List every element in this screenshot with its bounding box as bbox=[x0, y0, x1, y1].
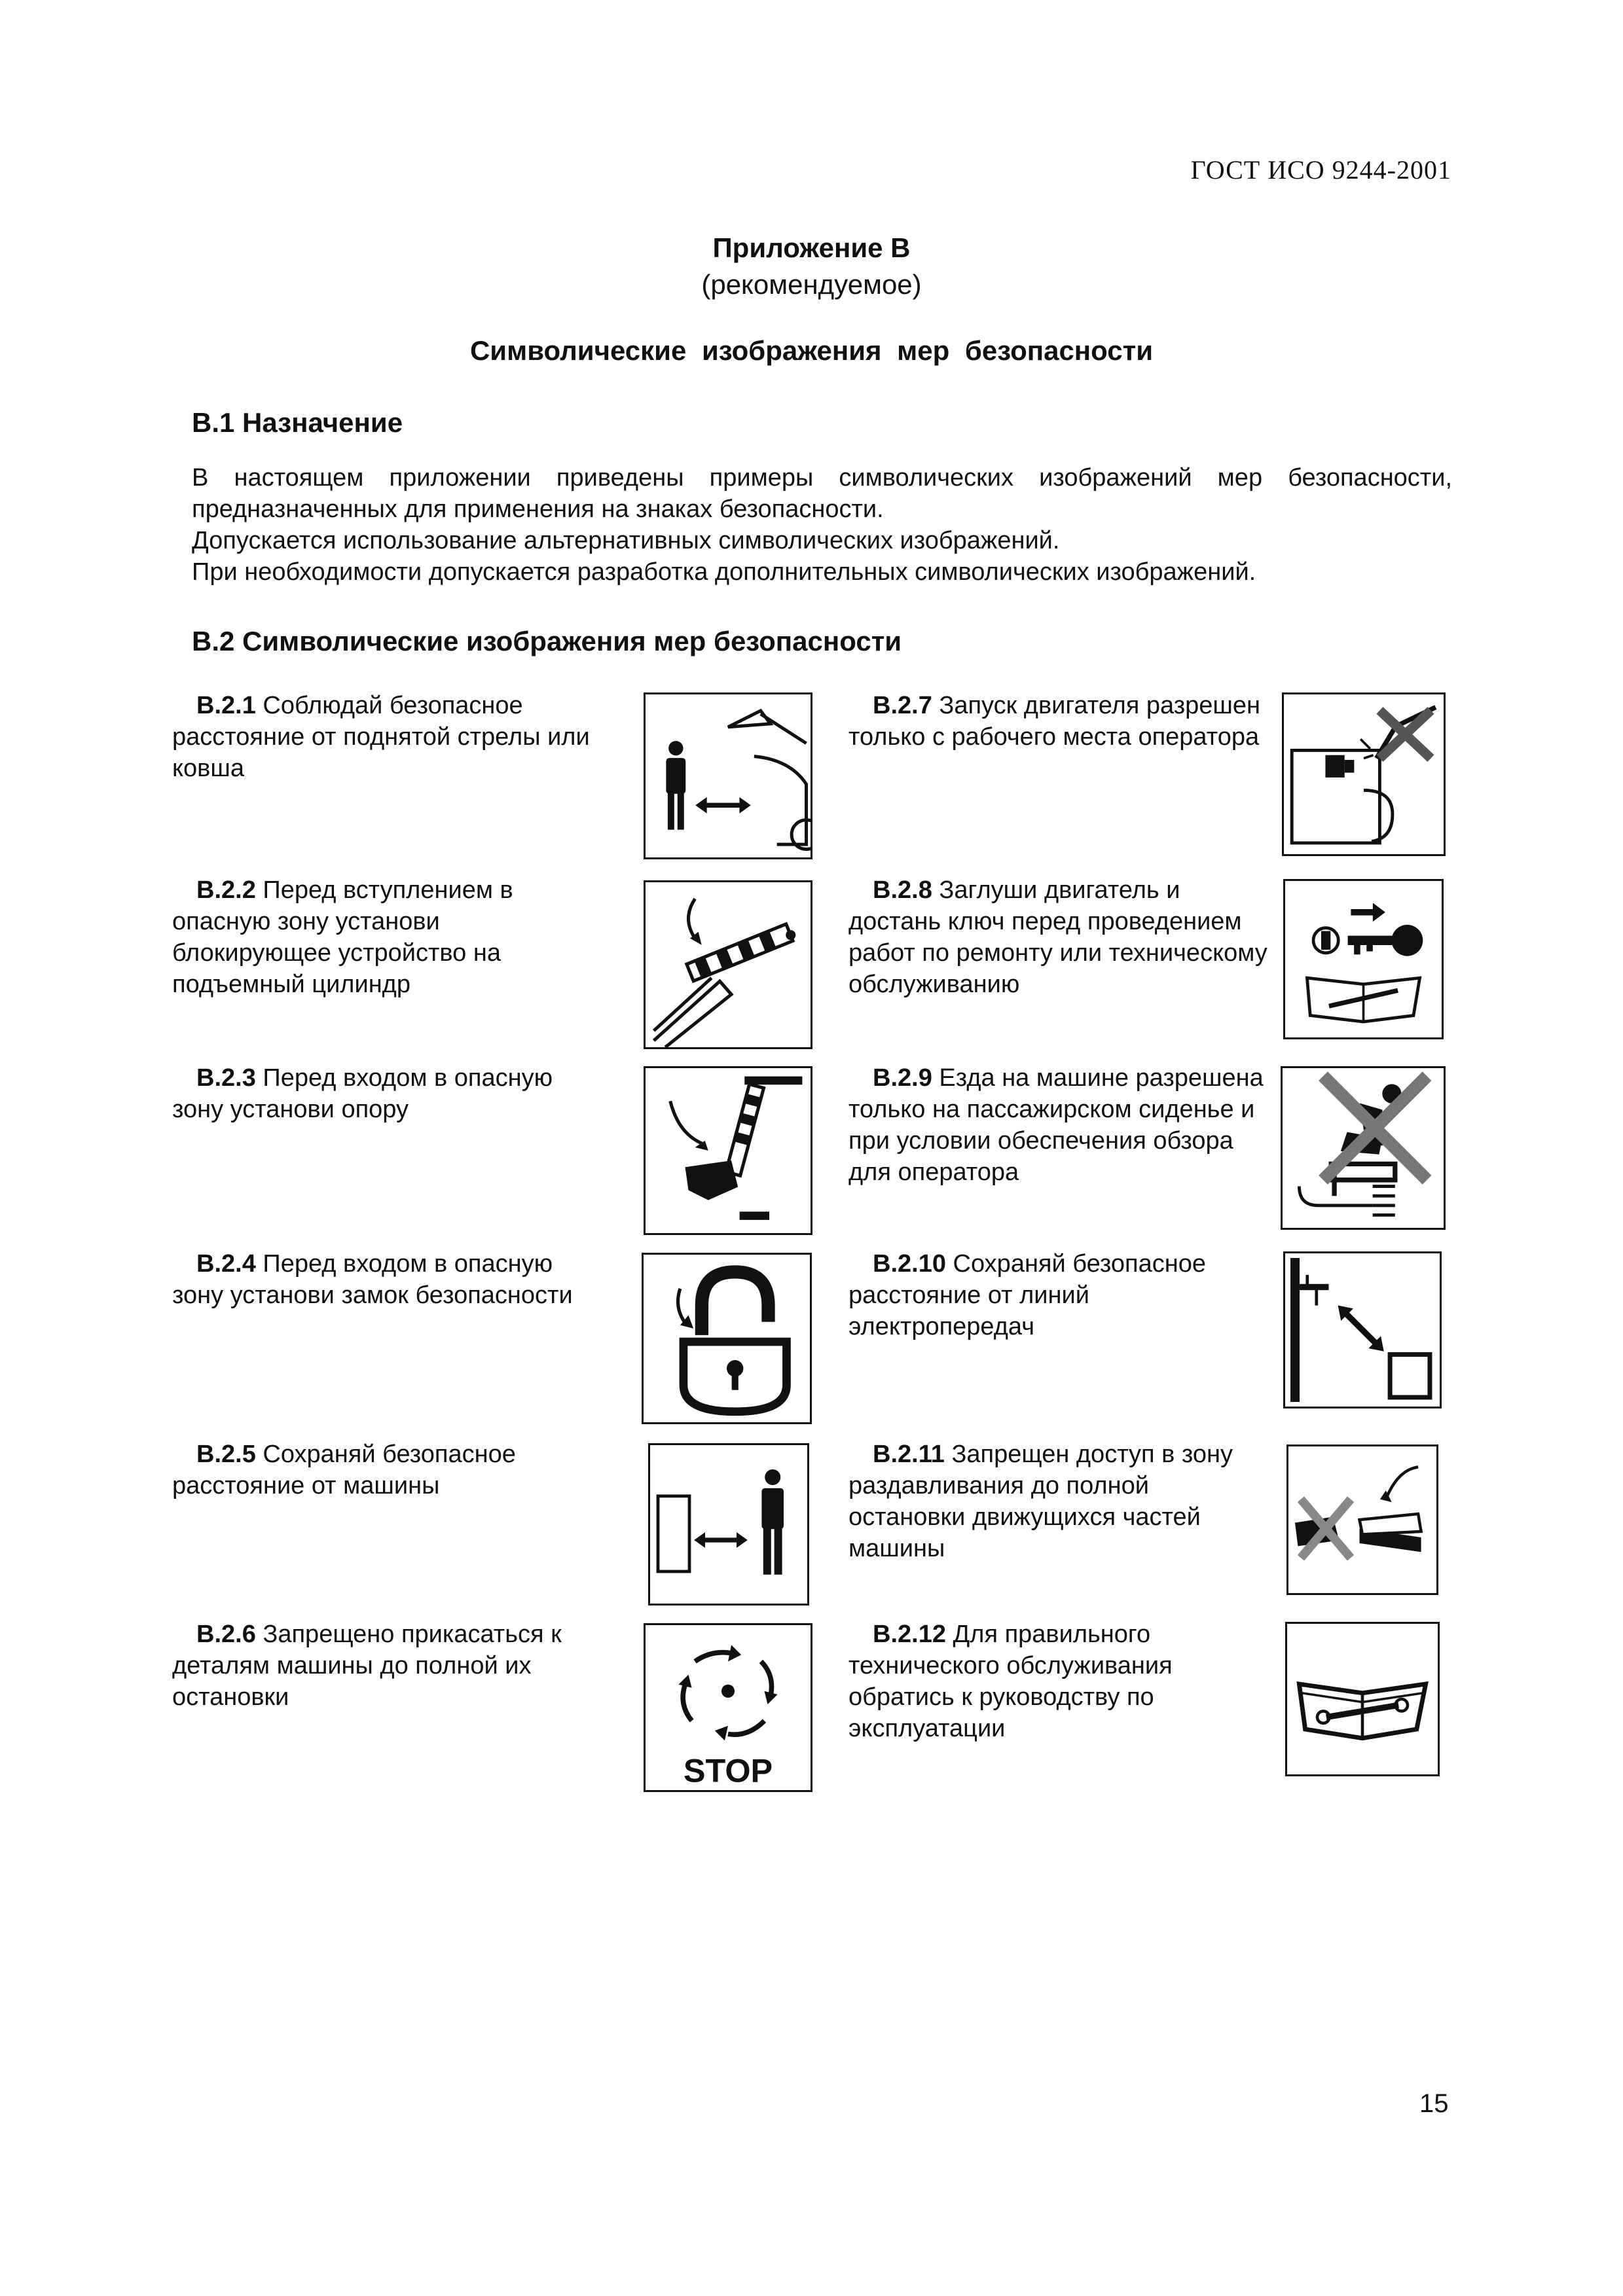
section1-paragraph: Допускается использование альтернативных символических изображений. bbox=[192, 527, 1060, 554]
item-number: В.2.4 bbox=[196, 1250, 256, 1278]
safety-lock-icon bbox=[642, 1253, 812, 1424]
person-distance-boom-icon bbox=[644, 692, 812, 859]
item-number: В.2.11 bbox=[873, 1441, 945, 1468]
main-title: Символические изображения мер безопасности bbox=[469, 335, 1154, 366]
item-text: Сохраняй безопасное расстояние от линий электропередач bbox=[848, 1250, 1207, 1340]
item-text: Перед входом в опасную зону установи замок безопасности bbox=[172, 1250, 573, 1309]
stop-label: STOP bbox=[683, 1751, 773, 1789]
appendix-subtitle: (рекомендуемое) bbox=[701, 269, 922, 300]
stop-rotation-icon bbox=[644, 1623, 812, 1792]
item-b2-2 bbox=[172, 874, 591, 1000]
appendix-heading bbox=[0, 232, 1623, 300]
item-text: Перед входом в опасную зону установи опору bbox=[172, 1064, 553, 1123]
item-b2-5 bbox=[172, 1439, 591, 1501]
engine-start-icon bbox=[1282, 692, 1446, 856]
item-b2-3 bbox=[172, 1062, 591, 1125]
item-number: В.2.9 bbox=[873, 1064, 932, 1092]
item-text: Соблюдай безопасное расстояние от поднятой стрелы или ковша bbox=[172, 692, 590, 782]
support-stand-icon bbox=[644, 1066, 812, 1235]
item-text: Заглуши двигатель и достань ключ перед проведением работ по ремонту или техническому обслуживанию bbox=[848, 876, 1267, 998]
page-number: 15 bbox=[1419, 2089, 1449, 2118]
item-number: В.2.12 bbox=[873, 1621, 946, 1648]
item-b2-7 bbox=[848, 690, 1267, 753]
item-text: Запрещено прикасаться к деталям машины до полной их остановки bbox=[172, 1621, 562, 1711]
item-b2-11 bbox=[848, 1439, 1267, 1564]
appendix-title: Приложение В bbox=[712, 232, 911, 263]
item-number: В.2.8 bbox=[873, 876, 932, 904]
section1-paragraph: В настоящем приложении приведены примеры символических изображений мер безопасности, предназначенных для применения на знаках безопасности. bbox=[192, 464, 1452, 523]
item-b2-12 bbox=[848, 1619, 1267, 1744]
doc-code: ГОСТ ИСО 9244-2001 bbox=[1190, 155, 1451, 185]
item-text: Езда на машине разрешена только на пассажирском сиденье и при условии обеспечения обзора для оператора bbox=[848, 1064, 1264, 1186]
manual-book-icon bbox=[1285, 1622, 1440, 1776]
item-number: В.2.10 bbox=[873, 1250, 946, 1278]
item-number: В.2.7 bbox=[873, 692, 932, 719]
item-b2-1 bbox=[172, 690, 591, 784]
item-number: В.2.2 bbox=[196, 876, 256, 904]
crush-zone-icon bbox=[1286, 1444, 1438, 1595]
item-b2-10 bbox=[848, 1248, 1267, 1342]
item-b2-6 bbox=[172, 1619, 604, 1713]
item-text: Сохраняй безопасное расстояние от машины bbox=[172, 1441, 516, 1499]
section1-heading: В.1 Назначение bbox=[192, 407, 403, 438]
item-number: В.2.3 bbox=[196, 1064, 256, 1092]
item-b2-4 bbox=[172, 1248, 591, 1311]
remove-key-icon bbox=[1283, 879, 1444, 1039]
section1-paragraph: При необходимости допускается разработка дополнительных символических изображений. bbox=[192, 558, 1256, 586]
power-line-distance-icon bbox=[1283, 1251, 1442, 1408]
machine-distance-icon bbox=[648, 1443, 809, 1605]
section2-heading: В.2 Символические изображения мер безопасности bbox=[192, 626, 902, 656]
item-text: Для правильного технического обслуживания обратись к руководству по эксплуатации bbox=[848, 1621, 1173, 1742]
item-b2-9 bbox=[848, 1062, 1267, 1188]
item-number: В.2.6 bbox=[196, 1621, 256, 1648]
passenger-seat-icon bbox=[1281, 1066, 1446, 1230]
item-text: Запрещен доступ в зону раздавливания до полной остановки движущихся частей машины bbox=[848, 1441, 1233, 1562]
cylinder-lock-icon bbox=[644, 880, 812, 1049]
item-text: Запуск двигателя разрешен только с рабочего места оператора bbox=[848, 692, 1261, 751]
item-b2-8 bbox=[848, 874, 1267, 1000]
item-number: В.2.1 bbox=[196, 692, 256, 719]
section1-body bbox=[137, 462, 1452, 588]
item-number: В.2.5 bbox=[196, 1441, 256, 1468]
item-text: Перед вступлением в опасную зону установи блокирующее устройство на подъемный цилиндр bbox=[172, 876, 513, 998]
